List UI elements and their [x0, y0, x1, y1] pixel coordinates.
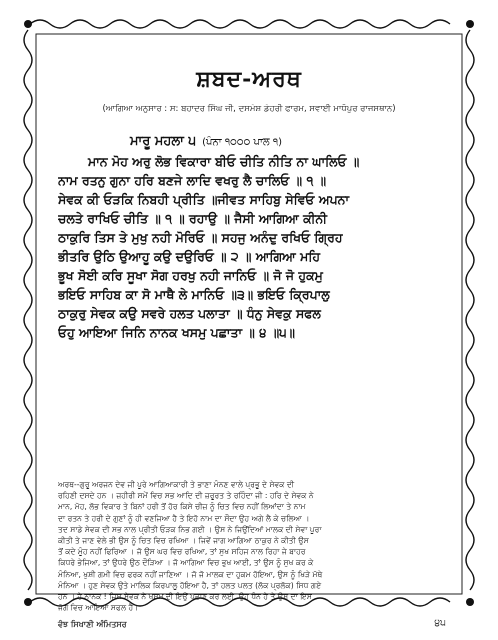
meaning-paragraph	[58, 479, 442, 613]
shabad-line: ਸੇਵਕ ਕੀ ਓੜਕਿ ਨਿਬਹੀ ਪ੍ਰੀਤਿ ॥ਜੀਵਤ ਸਾਹਿਬੁ ਸੇਵਿਓ ਅਪਨਾ	[58, 192, 350, 207]
page-title: ਸ਼ਬਦ-ਅਰਥ	[196, 66, 302, 92]
footer-publication: ਵੰਝ ਸਿਖਾਣੀ ਅੰਮਿਤਸਰ	[58, 620, 127, 629]
meaning-line: ਰਹਿਣੀ ਦਸਦੇ ਹਨ । ਜ਼ਹੀਰੀ ਸਮੇਂ ਵਿਚ ਸਭ ਆਦਿ ਦੀ ਜ਼ਰੂਰਤ ਤੇ ਰਹਿੰਦਾ ਜੀ : ਹਰਿ ਦੇ ਸੇਵਕ ਨੇ	[58, 491, 314, 501]
meaning-line: ਕੀਤੀ ਤੇ ਜਾਣ ਵੇਲੇ ਭੀ ਉਸ ਨੂੰ ਚਿਤ ਵਿਚ ਰਖਿਆ । ਜਿਵੇਂ ਜਾਗ ਆਗਿਆ ਠਾਕੁਰ ਨੇ ਕੀਤੀ ਉਸ	[58, 536, 309, 546]
meaning-line: ਮਾਨ, ਮੋਹ, ਲੋਭ ਵਿਕਾਰ ਤੇ ਬਿਨਾਂ ਹਰੀ ਤੋਂ ਹੋਰ ਕਿਸੇ ਚੀਜ਼ ਨੂੰ ਚਿਤ ਵਿਚ ਨਹੀਂ ਲਿਆਂਦਾ ਤੇ ਨਾਮ	[58, 502, 306, 512]
shabad-line: ਮਾਨ ਮੋਹ ਅਰੁ ਲੋਭ ਵਿਕਾਰਾ ਬੀਓ ਚੀਤਿ ਨੀਤਿ ਨਾ ਘਾਲਿਓ ॥	[88, 154, 360, 169]
meaning-line: ਤੋਂ ਕਦੇ ਮੂੰਹ ਨਹੀਂ ਫਿਰਿਆ । ਜੋ ਉਸ ਘਰ ਵਿਚ ਰਖਿਆ, ਤਾਂ ਸੁਖ ਸਹਿਜ ਨਾਲ ਰਿਹਾ ਜੇ ਬਾਹਰ	[58, 547, 306, 557]
page-subtitle: (ਆਗਿਆ ਅਨੁਸਾਰ : ਸ: ਬਹਾਦਰ ਸਿੰਘ ਜੀ, ਦਸਮੇਸ਼ ਡੇਹਰੀ ਫਾਰਮ, ਸਵਾਈ ਮਾਧੋਪੁਰ ਰਾਜਸਥਾਨ)	[102, 104, 396, 114]
meaning-line: ਮੰਨਿਆ । ਹੁਣ ਸੇਵਕ ਉਤੇ ਮਾਲਿਕ ਕਿਰਪਾਲੂ ਹੋਇਆ ਹੈ, ਤਾਂ ਹਲਤ ਪਲਤ (ਲੋਕ ਪ੍ਰਲੋਕ) ਸਿਧ ਗਏ	[58, 580, 322, 590]
meaning-line: ਮੰਨਿਆ, ਖੁਸ਼ੀ ਗਮੀ ਵਿਚ ਫਰਕ ਨਹੀਂ ਜਾਣਿਆ । ਜੋ ਜੋ ਮਾਲਕ ਦਾ ਹੁਕਮ ਹੋਇਆ, ਉਸ ਨੂੰ ਖਿੜੇ ਮੱਥੇ	[58, 569, 323, 579]
shabad-line: ਭਇਓ ਸਾਹਿਬ ਕਾ ਸੋ ਮਾਥੈ ਲੇ ਮਾਨਿਓ ॥੩॥ ਭਇਓ ਕ੍ਰਿਪਾਲੁ	[58, 287, 330, 302]
shabad-line: ਠਾਕੁਰੁ ਸੇਵਕ ਕਉ ਸਵਰੇ ਹਲਤ ਪਲਾਤਾ ॥ ਧੰਨੁ ਸੇਵਕੁ ਸਫਲ	[58, 306, 321, 321]
meaning-line: ਹਨ । ਹੇ ਨਾਨਕ ! ਜਿਸ ਸੇਵਕ ਨੇ ਖਸਮ ਦੀ ਇਉਂ ਪਛਾਣ ਕਰ ਲਈ, ਉਹ ਧੰਨ ਹੈ ਤੇ ਉਸ ਦਾ ਇਸ	[58, 592, 312, 602]
shabad-line: ਭੂਖ ਸੋਈ ਕਰਿ ਸੂਖਾ ਸੋਗ ਹਰਖੁ ਨਹੀ ਜਾਨਿਓ ॥ ਜੋ ਜੋ ਹੁਕਮੁ	[58, 268, 323, 283]
shabad-line: ਓਹੁ ਆਇਆ ਜਿਨਿ ਨਾਨਕ ਖਸਮੁ ਪਛਾਤਾ ॥ ੪ ॥੫॥	[58, 325, 295, 340]
shabad-line: ਭੀਤਰਿ ਉਠਿ ਉਆਹੂ ਕਉ ਦਉਰਿਓ ॥ ੨ ॥ ਆਗਿਆ ਮਹਿ	[58, 249, 321, 264]
heading-reference: (ਪੰਨਾ ੧੦੦੦ ਪਾਲ ੧)	[202, 137, 283, 148]
heading-text: ਮਾਰੂ ਮਹਲਾ ੫	[130, 134, 197, 149]
meaning-line: ਦਾ ਰਤਨ ਤੇ ਹਰੀ ਦੇ ਗੁਣਾਂ ਨੂੰ ਹੀ ਵਣਜਿਆ ਹੈ ਤੇ ਇਹੋ ਨਾਮ ਦਾ ਸੌਦਾ ਉਹ ਅਗੇ ਲੈ ਕੇ ਚਲਿਆ ।	[58, 513, 310, 523]
page-number: ੪੫	[434, 618, 446, 629]
meaning-line: ਅਰਥ--ਗੁਰੂ ਅਰਜਨ ਦੇਵ ਜੀ ਪੂਰੇ ਆਗਿਆਕਾਰੀ ਤੇ ਭਾਣਾ ਮੰਨਣ ਵਾਲੇ ਪ੍ਰਭੂ ਦੇ ਸੇਵਕ ਦੀ	[58, 480, 295, 489]
meaning-line: ਤਦ ਸਾਡੇ ਸੇਵਕ ਦੀ ਸਭ ਨਾਲ ਪ੍ਰੀਤੀ ਓੜਕ ਨਿਭ ਗਈ । ਉਸ ਨੇ ਜਿਉਂਦਿਆਂ ਮਾਲਕ ਦੀ ਸੇਵਾ ਪੂਰਾ	[58, 524, 322, 534]
shabad-heading	[130, 134, 282, 149]
shabad-text	[58, 152, 440, 342]
meaning-line: ਜੱਗ ਵਿਚ ਆਇਆ ਸਫਲ ਹੈ।	[58, 603, 139, 613]
meaning-line: ਕਿਧਰੇ ਭੇਜਿਆ, ਤਾਂ ਉਧਰੇ ਉਠ ਦੌੜਿਆ । ਜੋ ਆਗਿਆ ਵਿਚ ਭੁਖ ਆਈ, ਤਾਂ ਉਸ ਨੂੰ ਸੁਖ ਕਰ ਕੇ	[58, 558, 314, 568]
shabad-line: ਠਾਕੁਰਿ ਤਿਸ ਤੇ ਮੁਖੁ ਨਹੀ ਮੋਰਿਓ ॥ ਸਹਜੁ ਅਨੰਦੁ ਰਖਿਓ ਗ੍ਰਿਹ	[58, 230, 343, 245]
shabad-line: ਨਾਮ ਰਤਨੁ ਗੁਨਾ ਹਰਿ ਬਣਜੇ ਲਾਦਿ ਵਖਰੁ ਲੈ ਚਾਲਿਓ ॥ ੧ ॥	[58, 173, 327, 188]
shabad-line: ਚਲਤੇ ਰਾਖਿਓ ਚੀਤਿ ॥ ੧ ॥ ਰਹਾਉ ॥ ਜੈਸੀ ਆਗਿਆ ਕੀਨੀ	[58, 211, 327, 226]
